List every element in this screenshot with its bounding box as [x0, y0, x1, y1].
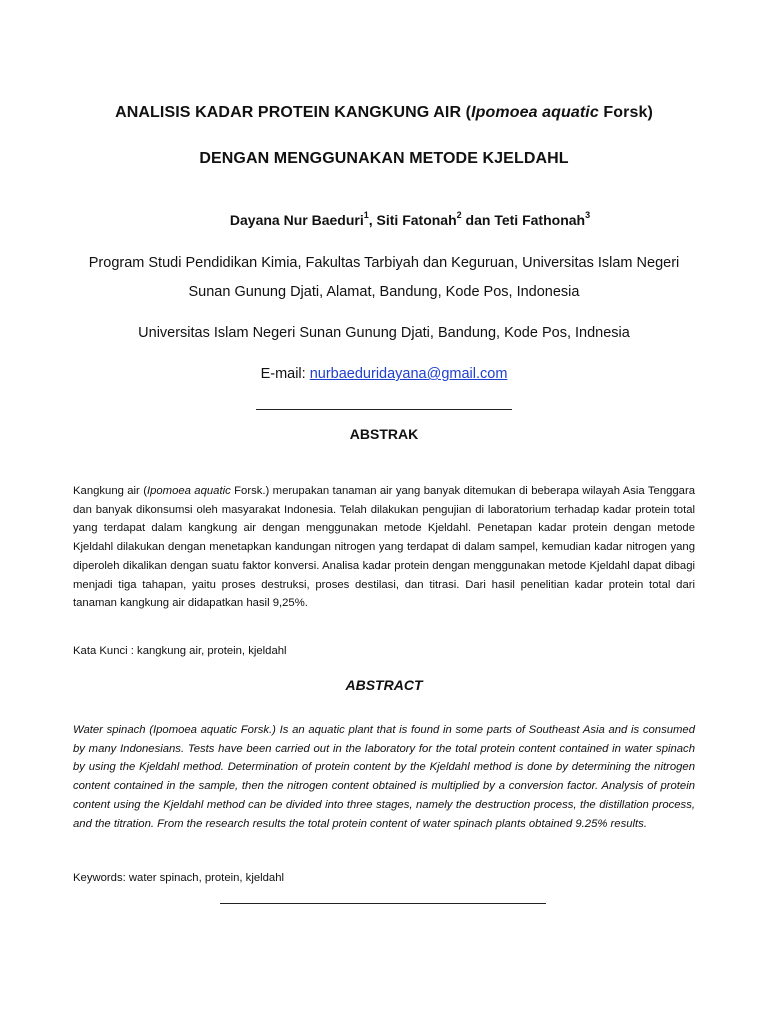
abstrak-heading: ABSTRAK [349, 426, 419, 442]
author-1-mark: 1 [363, 210, 369, 221]
email-label: E-mail: [260, 366, 310, 382]
abstrak-paragraph [73, 482, 695, 613]
email-line [0, 366, 768, 382]
author-separator-1: , [368, 212, 377, 228]
kata-kunci: Kata Kunci : kangkung air, protein, kjeldahl [73, 645, 287, 657]
abstract-heading: ABSTRACT [345, 677, 423, 693]
affiliation-line1: Program Studi Pendidikan Kimia, Fakultas Tarbiyah dan Keguruan, Universitas Islam Negeri [88, 255, 680, 271]
author-3: Teti Fathonah [494, 212, 586, 228]
email-link[interactable]: nurbaeduridayana@gmail.com [309, 366, 508, 382]
author-2: Siti Fatonah [376, 212, 457, 228]
author-list [26, 212, 768, 228]
abstract-paragraph: Water spinach (Ipomoea aquatic Forsk.) Is an aquatic plant that is found in some parts of Southeast Asia and is consumed by many Indonesians. Tests have been carried out in the laboratory for the total protein content contained in water spinach by using the Kjeldahl method. Determination of protein content by the Kjeldahl method is done by determining the nitrogen content contained in the sample, then the nitrogen content obtained is multiplied by a conversion factor. Analysis of protein content using the Kjeldahl method can be divided into three stages, namely the destruction process, the distillation process, and the titration. From the research results the total protein content of water spinach plants obtained 9.25% results. [73, 724, 695, 830]
author-2-mark: 2 [456, 210, 462, 221]
abstrak-prefix: Kangkung air ( [73, 485, 147, 497]
title-species-name: Ipomoea aquatic [471, 104, 599, 121]
paper-title-line2: DENGAN MENGGUNAKAN METODE KJELDAHL [199, 150, 569, 167]
author-separator-2: dan [461, 212, 495, 228]
affiliation-line2: Sunan Gunung Djati, Alamat, Bandung, Kode Pos, Indonesia [188, 284, 580, 300]
title-suffix: Forsk) [598, 104, 653, 121]
keywords-line: Keywords: water spinach, protein, kjeldahl [73, 872, 284, 884]
author-3-mark: 3 [585, 210, 591, 221]
affiliation-line3: Universitas Islam Negeri Sunan Gunung Djati, Bandung, Kode Pos, Indnesia [138, 325, 630, 341]
footer-divider [220, 903, 546, 904]
title-prefix: ANALISIS KADAR PROTEIN KANGKUNG AIR ( [115, 104, 472, 121]
paper-title-line1 [0, 104, 768, 122]
abstrak-body: Forsk.) merupakan tanaman air yang banyak ditemukan di beberapa wilayah Asia Tenggara dan banyak dikonsumsi oleh masyarakat Indonesia. Telah dilakukan pengujian di laboratorium terhadap kadar protein total yang terdapat dalam kangkung air dengan menggunakan metode Kjeldahl. Penetapan kadar protein dengan metode Kjeldahl dilakukan dengan menetapkan kandungan nitrogen yang terdapat di dalam sampel, kemudian kadar nitrogen yang diperoleh dikalikan dengan suatu faktor konversi. Analisa kadar protein dengan menggunakan metode Kjeldahl dapat dibagi menjadi tiga tahapan, yaitu proses destruksi, proses destilasi, dan titrasi. Dari hasil penelitian kadar protein total dari tanaman kangkung air didapatkan hasil 9,25%. [73, 485, 696, 610]
header-divider [256, 409, 512, 410]
author-1: Dayana Nur Baeduri [229, 212, 364, 228]
abstrak-species-name: Ipomoea aquatic [146, 485, 231, 497]
